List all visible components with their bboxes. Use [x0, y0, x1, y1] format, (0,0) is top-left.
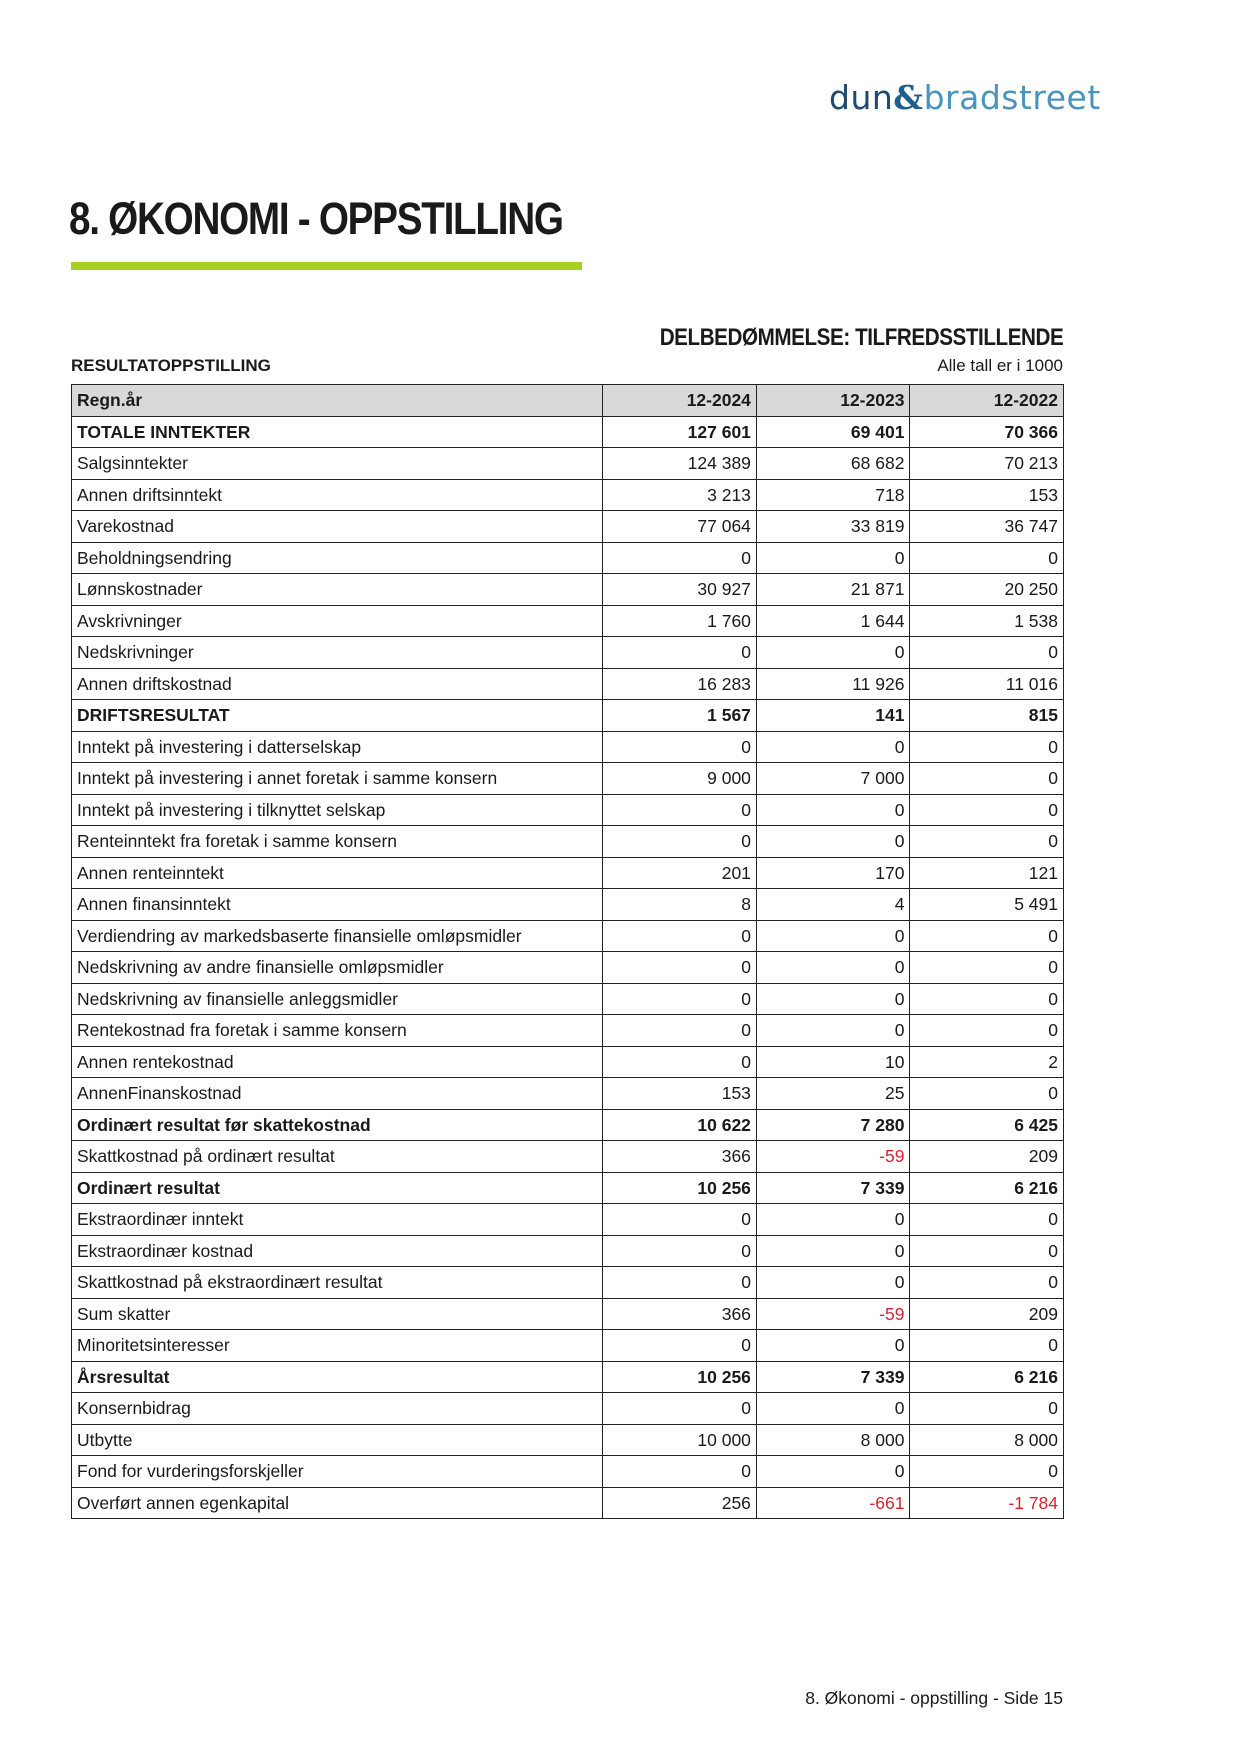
table-row	[72, 920, 1064, 952]
row-value-12-2023: 0	[756, 1393, 910, 1425]
row-label: Renteinntekt fra foretak i samme konsern	[72, 826, 603, 858]
row-value-12-2022: 0	[910, 826, 1064, 858]
row-value-12-2022: 0	[910, 1267, 1064, 1299]
table-row	[72, 605, 1064, 637]
page-footer: 8. Økonomi - oppstilling - Side 15	[805, 1688, 1063, 1708]
row-label: Annen renteinntekt	[72, 857, 603, 889]
table-row	[72, 889, 1064, 921]
column-header-2023: 12-2023	[756, 385, 910, 417]
row-label: Ordinært resultat før skattekostnad	[72, 1109, 603, 1141]
table-row	[72, 479, 1064, 511]
table-row	[72, 1456, 1064, 1488]
row-label: Beholdningsendring	[72, 542, 603, 574]
row-label: Overført annen egenkapital	[72, 1487, 603, 1519]
row-value-12-2022: 5 491	[910, 889, 1064, 921]
table-row	[72, 1204, 1064, 1236]
row-value-12-2022: 20 250	[910, 574, 1064, 606]
row-value-12-2023: 7 000	[756, 763, 910, 795]
row-label: Salgsinntekter	[72, 448, 603, 480]
table-row	[72, 1109, 1064, 1141]
row-value-12-2023: 7 339	[756, 1361, 910, 1393]
row-value-12-2023: 170	[756, 857, 910, 889]
row-value-12-2022: 0	[910, 952, 1064, 984]
table-row	[72, 448, 1064, 480]
row-label: Årsresultat	[72, 1361, 603, 1393]
row-value-12-2024: 0	[603, 983, 757, 1015]
row-value-12-2022: 1 538	[910, 605, 1064, 637]
row-label: Annen finansinntekt	[72, 889, 603, 921]
row-label: Konsernbidrag	[72, 1393, 603, 1425]
table-row	[72, 1424, 1064, 1456]
row-value-12-2023: 141	[756, 700, 910, 732]
row-value-12-2022: 815	[910, 700, 1064, 732]
row-value-12-2023: 0	[756, 826, 910, 858]
row-value-12-2023: 69 401	[756, 416, 910, 448]
row-value-12-2022: 153	[910, 479, 1064, 511]
row-value-12-2024: 0	[603, 1046, 757, 1078]
row-label: Lønnskostnader	[72, 574, 603, 606]
row-value-12-2024: 127 601	[603, 416, 757, 448]
row-value-12-2023: 0	[756, 542, 910, 574]
row-value-12-2022: 6 216	[910, 1172, 1064, 1204]
row-value-12-2024: 201	[603, 857, 757, 889]
table-row	[72, 731, 1064, 763]
table-header-row	[72, 385, 1064, 417]
row-label: Ekstraordinær kostnad	[72, 1235, 603, 1267]
table-row	[72, 1046, 1064, 1078]
row-value-12-2024: 0	[603, 1204, 757, 1236]
row-value-12-2022: 0	[910, 637, 1064, 669]
row-value-12-2023: 0	[756, 1456, 910, 1488]
row-value-12-2024: 10 256	[603, 1172, 757, 1204]
table-row	[72, 1298, 1064, 1330]
row-value-12-2023: 0	[756, 637, 910, 669]
row-label: TOTALE INNTEKTER	[72, 416, 603, 448]
table-row	[72, 1330, 1064, 1362]
column-header-2024: 12-2024	[603, 385, 757, 417]
row-value-12-2023: 0	[756, 731, 910, 763]
logo-text-dun: dun	[829, 78, 894, 117]
row-value-12-2024: 10 256	[603, 1361, 757, 1393]
row-value-12-2022: 0	[910, 731, 1064, 763]
row-value-12-2022: 0	[910, 1456, 1064, 1488]
row-value-12-2022: 0	[910, 542, 1064, 574]
table-row	[72, 637, 1064, 669]
row-label: Nedskrivninger	[72, 637, 603, 669]
row-value-12-2024: 1 760	[603, 605, 757, 637]
row-value-12-2024: 124 389	[603, 448, 757, 480]
column-header-label: Regn.år	[72, 385, 603, 417]
row-value-12-2023: 7 339	[756, 1172, 910, 1204]
logo-text-bradstreet: bradstreet	[923, 78, 1101, 117]
row-value-12-2024: 0	[603, 1393, 757, 1425]
row-label: Inntekt på investering i datterselskap	[72, 731, 603, 763]
row-value-12-2023: 4	[756, 889, 910, 921]
table-row	[72, 826, 1064, 858]
row-label: AnnenFinanskostnad	[72, 1078, 603, 1110]
row-value-12-2022: 209	[910, 1298, 1064, 1330]
row-label: Minoritetsinteresser	[72, 1330, 603, 1362]
table-row	[72, 952, 1064, 984]
row-value-12-2023: 0	[756, 920, 910, 952]
row-value-12-2022: 209	[910, 1141, 1064, 1173]
row-value-12-2022: 121	[910, 857, 1064, 889]
row-value-12-2024: 8	[603, 889, 757, 921]
row-value-12-2024: 9 000	[603, 763, 757, 795]
table-row	[72, 794, 1064, 826]
table-row	[72, 416, 1064, 448]
row-value-12-2024: 3 213	[603, 479, 757, 511]
row-label: Annen driftskostnad	[72, 668, 603, 700]
row-value-12-2024: 0	[603, 1235, 757, 1267]
row-value-12-2023: 0	[756, 983, 910, 1015]
row-value-12-2023: 0	[756, 1330, 910, 1362]
row-value-12-2022: 36 747	[910, 511, 1064, 543]
row-value-12-2024: 16 283	[603, 668, 757, 700]
rating-heading: DELBEDØMMELSE: TILFREDSSTILLENDE	[659, 324, 1063, 351]
row-value-12-2023: 0	[756, 952, 910, 984]
row-value-12-2023: 0	[756, 794, 910, 826]
row-value-12-2024: 256	[603, 1487, 757, 1519]
row-value-12-2023: 8 000	[756, 1424, 910, 1456]
table-row	[72, 763, 1064, 795]
row-label: Nedskrivning av finansielle anleggsmidler	[72, 983, 603, 1015]
row-value-12-2022: 11 016	[910, 668, 1064, 700]
table-row	[72, 983, 1064, 1015]
row-value-12-2022: 0	[910, 920, 1064, 952]
row-value-12-2023: 0	[756, 1267, 910, 1299]
row-value-12-2023: 0	[756, 1235, 910, 1267]
row-value-12-2023: 1 644	[756, 605, 910, 637]
table-row	[72, 1487, 1064, 1519]
row-value-12-2024: 1 567	[603, 700, 757, 732]
row-label: Skattkostnad på ekstraordinært resultat	[72, 1267, 603, 1299]
column-header-2022: 12-2022	[910, 385, 1064, 417]
row-value-12-2023: 68 682	[756, 448, 910, 480]
row-value-12-2024: 153	[603, 1078, 757, 1110]
page-title: 8. ØKONOMI - OPPSTILLING	[69, 193, 563, 244]
row-label: Annen rentekostnad	[72, 1046, 603, 1078]
table-row	[72, 1172, 1064, 1204]
row-value-12-2022: 0	[910, 794, 1064, 826]
table-row	[72, 1361, 1064, 1393]
row-value-12-2022: 0	[910, 1015, 1064, 1047]
row-label: Inntekt på investering i tilknyttet selskap	[72, 794, 603, 826]
table-row	[72, 1141, 1064, 1173]
row-value-12-2024: 10 622	[603, 1109, 757, 1141]
row-label: Verdiendring av markedsbaserte finansielle omløpsmidler	[72, 920, 603, 952]
row-value-12-2024: 0	[603, 1267, 757, 1299]
row-value-12-2023: -59	[756, 1141, 910, 1173]
row-value-12-2023: 11 926	[756, 668, 910, 700]
row-value-12-2023: 7 280	[756, 1109, 910, 1141]
row-value-12-2022: 0	[910, 1330, 1064, 1362]
row-value-12-2022: 70 213	[910, 448, 1064, 480]
row-label: Nedskrivning av andre finansielle omløpsmidler	[72, 952, 603, 984]
row-value-12-2024: 0	[603, 637, 757, 669]
row-value-12-2024: 0	[603, 952, 757, 984]
title-underline-bar	[71, 262, 582, 270]
row-value-12-2022: 70 366	[910, 416, 1064, 448]
row-label: Ordinært resultat	[72, 1172, 603, 1204]
row-value-12-2023: 21 871	[756, 574, 910, 606]
row-value-12-2023: 33 819	[756, 511, 910, 543]
row-value-12-2023: 0	[756, 1015, 910, 1047]
row-value-12-2022: 2	[910, 1046, 1064, 1078]
table-row	[72, 542, 1064, 574]
table-row	[72, 511, 1064, 543]
row-value-12-2022: 0	[910, 1393, 1064, 1425]
units-note: Alle tall er i 1000	[937, 356, 1063, 375]
row-value-12-2023: 25	[756, 1078, 910, 1110]
row-label: Varekostnad	[72, 511, 603, 543]
row-value-12-2022: 8 000	[910, 1424, 1064, 1456]
row-value-12-2024: 366	[603, 1141, 757, 1173]
row-value-12-2024: 366	[603, 1298, 757, 1330]
dun-bradstreet-logo	[829, 78, 1101, 117]
row-value-12-2024: 10 000	[603, 1424, 757, 1456]
row-label: Annen driftsinntekt	[72, 479, 603, 511]
row-value-12-2023: 0	[756, 1204, 910, 1236]
row-label: Avskrivninger	[72, 605, 603, 637]
row-label: DRIFTSRESULTAT	[72, 700, 603, 732]
row-value-12-2024: 0	[603, 1456, 757, 1488]
row-label: Rentekostnad fra foretak i samme konsern	[72, 1015, 603, 1047]
row-value-12-2024: 0	[603, 1015, 757, 1047]
table-row	[72, 668, 1064, 700]
row-value-12-2022: 0	[910, 983, 1064, 1015]
row-value-12-2023: 718	[756, 479, 910, 511]
row-value-12-2024: 0	[603, 826, 757, 858]
row-value-12-2022: -1 784	[910, 1487, 1064, 1519]
row-value-12-2024: 77 064	[603, 511, 757, 543]
table-row	[72, 1393, 1064, 1425]
row-value-12-2023: -59	[756, 1298, 910, 1330]
section-label: RESULTATOPPSTILLING	[71, 356, 271, 375]
logo-ampersand-icon: &	[893, 78, 924, 117]
row-label: Sum skatter	[72, 1298, 603, 1330]
table-row	[72, 857, 1064, 889]
row-value-12-2024: 0	[603, 731, 757, 763]
table-row	[72, 574, 1064, 606]
table-row	[72, 1267, 1064, 1299]
row-value-12-2024: 0	[603, 794, 757, 826]
row-label: Inntekt på investering i annet foretak i samme konsern	[72, 763, 603, 795]
row-value-12-2023: 10	[756, 1046, 910, 1078]
table-row	[72, 1078, 1064, 1110]
row-value-12-2022: 6 216	[910, 1361, 1064, 1393]
row-value-12-2022: 0	[910, 1204, 1064, 1236]
row-value-12-2022: 0	[910, 1078, 1064, 1110]
row-value-12-2023: -661	[756, 1487, 910, 1519]
row-label: Skattkostnad på ordinært resultat	[72, 1141, 603, 1173]
table-row	[72, 700, 1064, 732]
table-row	[72, 1235, 1064, 1267]
row-value-12-2024: 30 927	[603, 574, 757, 606]
row-value-12-2022: 0	[910, 1235, 1064, 1267]
row-value-12-2022: 6 425	[910, 1109, 1064, 1141]
income-statement-table	[71, 384, 1064, 1519]
row-value-12-2024: 0	[603, 542, 757, 574]
row-value-12-2022: 0	[910, 763, 1064, 795]
row-label: Utbytte	[72, 1424, 603, 1456]
row-value-12-2024: 0	[603, 920, 757, 952]
table-row	[72, 1015, 1064, 1047]
row-value-12-2024: 0	[603, 1330, 757, 1362]
row-label: Fond for vurderingsforskjeller	[72, 1456, 603, 1488]
row-label: Ekstraordinær inntekt	[72, 1204, 603, 1236]
